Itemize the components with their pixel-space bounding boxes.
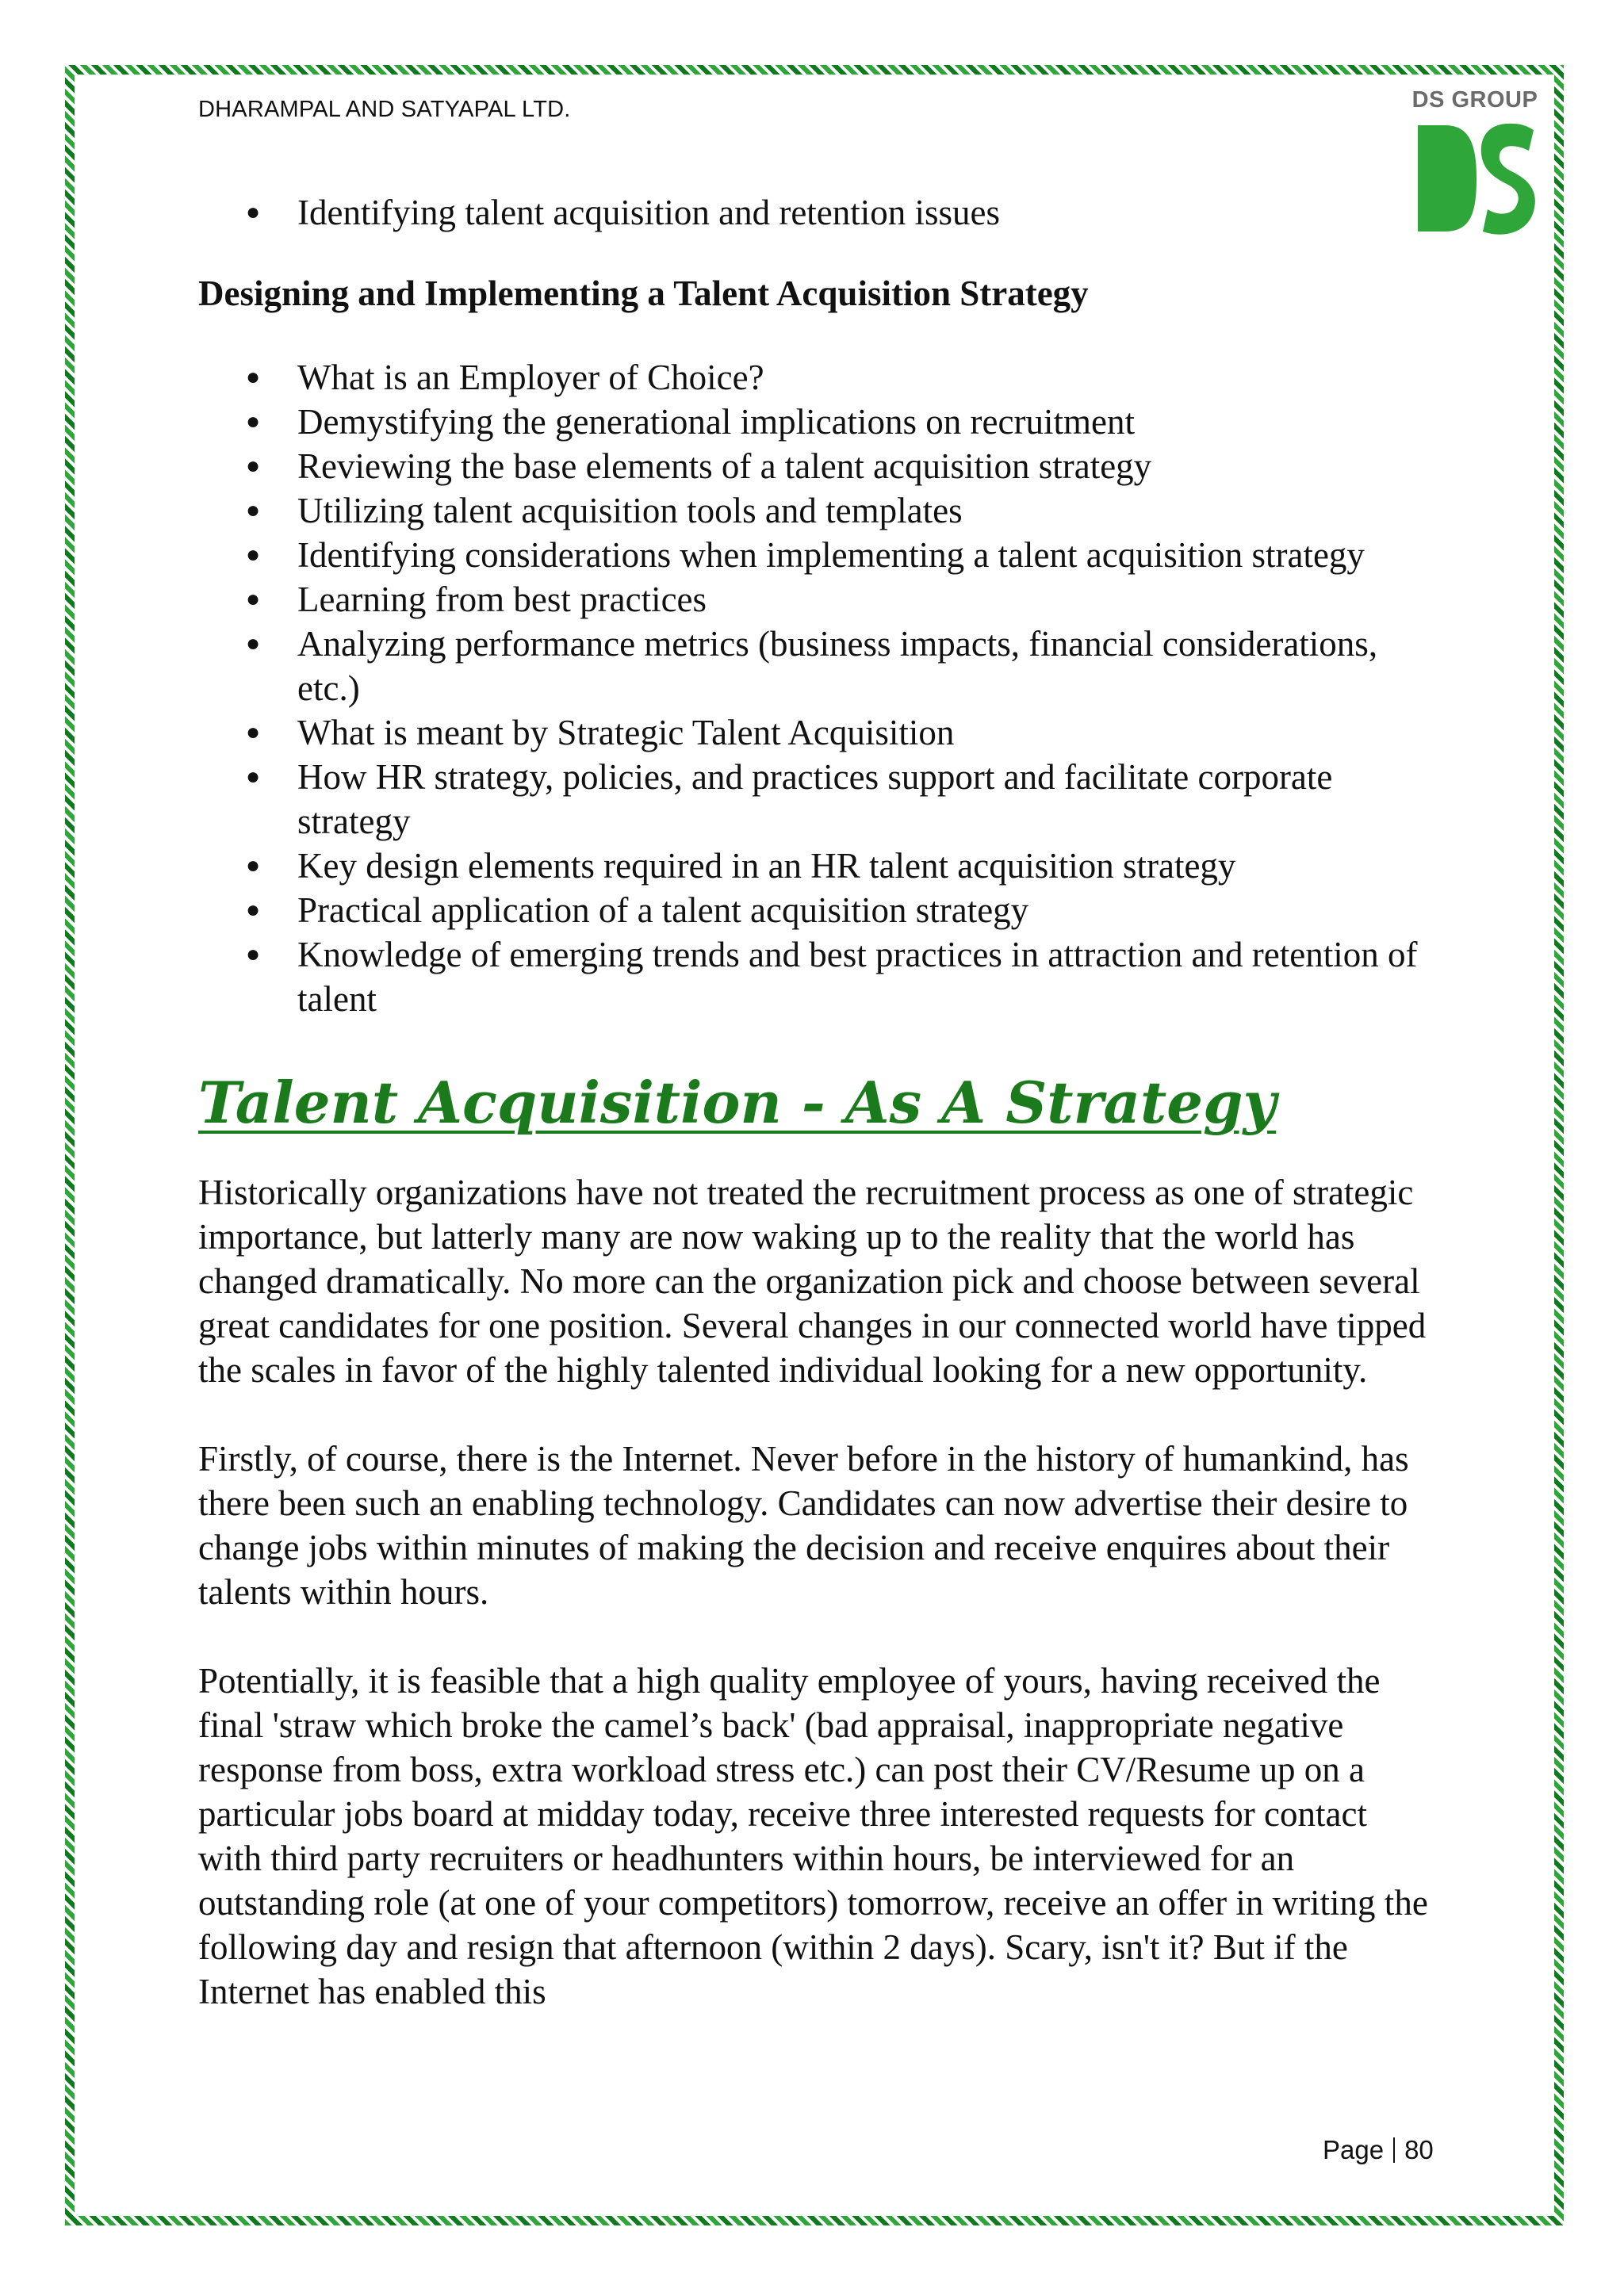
page-title: Talent Acquisition - As A Strategy (198, 1069, 1277, 1136)
paragraph: Historically organizations have not treated the recruitment process as one of strategic importance, but latterly many are now waking up to the reality that the world has changed dramatically. No more can the organization pick and choose between several great candidates for one position. Several changes in our connected world have tipped the scales in favor of the highly talented individual looking for a new opportunity. (198, 1173, 1427, 1390)
bullet-icon: ● (246, 199, 261, 225)
strategy-bullet-list (198, 355, 1435, 1021)
list-item: ● Analyzing performance metrics (business impacts, financial considerations, etc.) (198, 622, 1435, 710)
paragraph: Potentially, it is feasible that a high quality employee of yours, having received the final 'straw which broke the camel’s back' (bad appraisal, inappropriate negative response from boss, extra workload stress etc.) can post their CV/Resume up on a particular jobs board at midday today, receive three interested requests for contact with third party recruiters or headhunters within hours, be interviewed for an outstanding role (at one of your competitors) tomorrow, receive an offer in writing the following day and resign that afternoon (within 2 days). Scary, isn't it? But if the Internet has enabled this (198, 1661, 1428, 2011)
paragraph: Firstly, of course, there is the Internet. Never before in the history of humankind, has there been such an enabling technology. Candidates can now advertise their desire to change jobs within minutes of making the decision and receive enquires about their talents within hours. (198, 1439, 1409, 1612)
logo-text: DS GROUP (1411, 87, 1538, 113)
list-item: ● Identifying talent acquisition and retention issues (198, 190, 1435, 235)
bullet-icon: ● (246, 941, 261, 967)
bullet-icon: ● (246, 364, 261, 390)
list-item: ● Learning from best practices (198, 577, 1435, 622)
header-company-name: DHARAMPAL AND SATYAPAL LTD. (198, 97, 571, 122)
list-item: ● Key design elements required in an HR talent acquisition strategy (198, 844, 1435, 888)
list-item: ● How HR strategy, policies, and practices support and facilitate corporate strategy (198, 755, 1435, 844)
page-label: Page (1323, 2135, 1385, 2164)
list-item: ● What is an Employer of Choice? (198, 355, 1435, 400)
bullet-icon: ● (246, 408, 261, 434)
bullet-icon: ● (246, 763, 261, 790)
list-item: ● Knowledge of emerging trends and best practices in attraction and retention of talent (198, 932, 1435, 1021)
bullet-icon: ● (246, 586, 261, 612)
page-number: 80 (1404, 2135, 1434, 2164)
bullet-icon: ● (246, 497, 261, 523)
intro-bullet-list (198, 190, 1435, 235)
bullet-icon: ● (246, 852, 261, 878)
page-footer (1323, 2135, 1434, 2165)
list-item: ● Utilizing talent acquisition tools and templates (198, 488, 1435, 533)
page-separator (1393, 2137, 1395, 2163)
list-item: ● Reviewing the base elements of a talent acquisition strategy (198, 444, 1435, 488)
list-item: ● Identifying considerations when implementing a talent acquisition strategy (198, 533, 1435, 577)
main-content (198, 190, 1435, 2058)
bullet-icon: ● (246, 453, 261, 479)
bullet-icon: ● (246, 630, 261, 656)
list-item: ● Demystifying the generational implications on recruitment (198, 400, 1435, 444)
list-item: ● Practical application of a talent acquisition strategy (198, 888, 1435, 932)
section-heading: Designing and Implementing a Talent Acquisition Strategy (198, 274, 1089, 313)
bullet-icon: ● (246, 897, 261, 923)
bullet-icon: ● (246, 541, 261, 568)
bullet-icon: ● (246, 719, 261, 745)
list-item: ● What is meant by Strategic Talent Acquisition (198, 710, 1435, 755)
